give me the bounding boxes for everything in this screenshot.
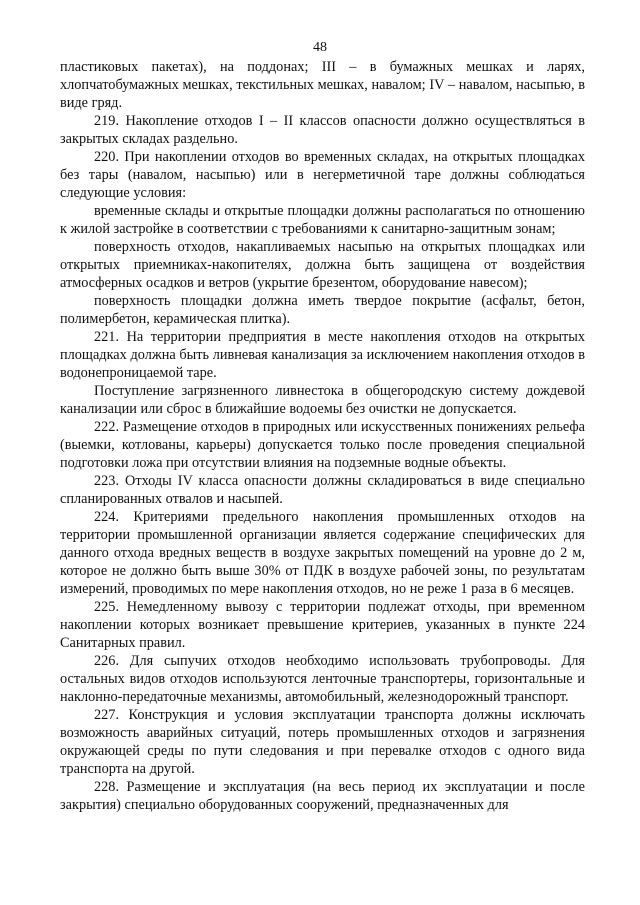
paragraph-221: 221. На территории предприятия в месте накопления отходов на открытых площадках должна быть ливневая канализация за исключением накопления отходов в водонепроницаемой таре.: [60, 329, 585, 381]
paragraph-223: 223. Отходы IV класса опасности должны складироваться в виде специально спланированных отвалов и насыпей.: [60, 473, 585, 507]
paragraph-225: 225. Немедленному вывозу с территории подлежат отходы, при временном накоплении которых возникает превышение критериев, указанных в пункте 224 Санитарных правил.: [60, 599, 585, 651]
document-body: [60, 58, 585, 814]
paragraph-226: 226. Для сыпучих отходов необходимо использовать трубопроводы. Для остальных видов отходов используются ленточные транспортеры, горизонтальные и наклонно-передаточные механизмы, автомобильный, железнодорожный транспорт.: [60, 653, 585, 705]
paragraph-228: 228. Размещение и эксплуатация (на весь период их эксплуатации и после закрытия) специально оборудованных сооружений, предназначенных для: [60, 779, 585, 813]
paragraph-222: 222. Размещение отходов в природных или искусственных понижениях рельефа (выемки, котлованы, карьеры) допускается только после проведения специальной подготовки ложа при отсутствии влияния на подземные водные объекты.: [60, 419, 585, 471]
paragraph-220-condition-2: поверхность отходов, накапливаемых насыпью на открытых площадках или открытых приемниках-накопителях, должна быть защищена от воздействия атмосферных осадков и ветров (укрытие брезентом, оборудование навесом);: [60, 239, 585, 291]
paragraph-219: 219. Накопление отходов I – II классов опасности должно осуществляться в закрытых складах раздельно.: [60, 113, 585, 147]
paragraph-220-condition-3: поверхность площадки должна иметь твердое покрытие (асфальт, бетон, полимербетон, керамическая плитка).: [60, 293, 585, 327]
paragraph-220-condition-1: временные склады и открытые площадки должны располагаться по отношению к жилой застройке в соответствии с требованиями к санитарно-защитным зонам;: [60, 203, 585, 237]
paragraph-224: 224. Критериями предельного накопления промышленных отходов на территории промышленной организации является содержание специфических для данного отхода вредных веществ в воздухе закрытых помещений на уровне до 2 м, которое не должно быть выше 30% от ПДК в воздухе рабочей зоны, по результатам измерений, проводимых по мере накопления отходов, но не реже 1 раза в 6 месяцев.: [60, 509, 585, 597]
page-number: 48: [313, 40, 327, 55]
paragraph-continuation-storage-types: пластиковых пакетах), на поддонах; III – в бумажных мешках и ларях, хлопчатобумажных мешках, текстильных мешках, навалом; IV – навалом, насыпью, в виде гряд.: [60, 59, 585, 111]
paragraph-227: 227. Конструкция и условия эксплуатации транспорта должны исключать возможность аварийных ситуаций, потерь промышленных отходов и загрязнения окружающей среды по пути следования и при перевалке отходов с одного вида транспорта на другой.: [60, 707, 585, 777]
paragraph-220: 220. При накоплении отходов во временных складах, на открытых площадках без тары (навалом, насыпью) или в негерметичной таре должны соблюдаться следующие условия:: [60, 149, 585, 201]
paragraph-221-drainage: Поступление загрязненного ливнестока в общегородскую систему дождевой канализации или сброс в ближайшие водоемы без очистки не допускается.: [60, 383, 585, 417]
